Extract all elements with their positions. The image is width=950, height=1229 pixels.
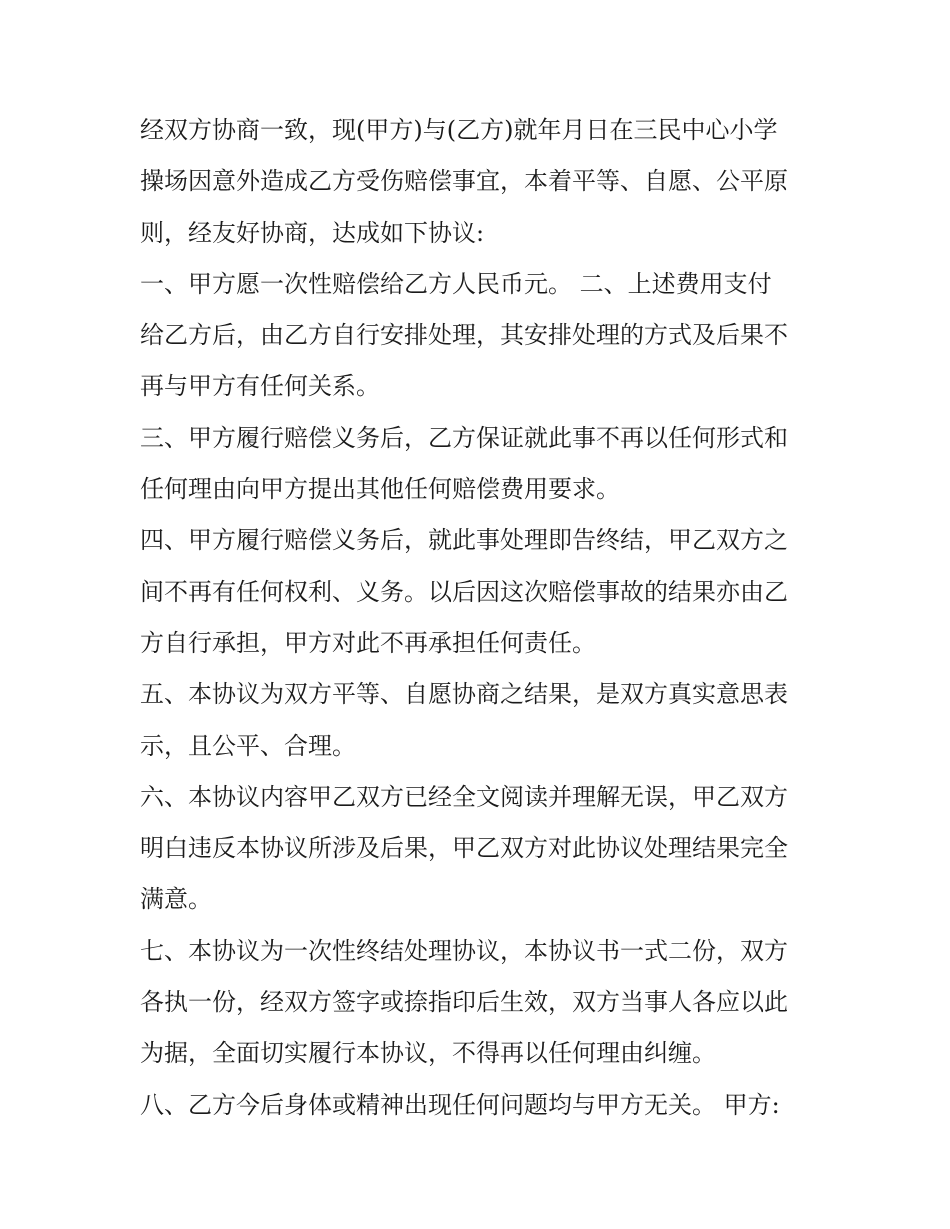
- text-line: 六、本协议内容甲乙双方已经全文阅读并理解无误，甲乙双方: [140, 782, 788, 811]
- text-line: 示，且公平、合理。: [140, 731, 356, 760]
- agreement-body: [140, 105, 830, 1131]
- text-line: 方自行承担，甲方对此不再承担任何责任。: [140, 628, 596, 657]
- text-line: 七、本协议为一次性终结处理协议，本协议书一式二份，双方: [140, 936, 788, 965]
- text-line: 则，经友好协商，达成如下协议:: [140, 218, 485, 247]
- text-line: 间不再有任何权利、义务。以后因这次赔偿事故的结果亦由乙: [140, 577, 788, 606]
- text-line: 为据，全面切实履行本协议，不得再以任何理由纠缠。: [140, 1039, 716, 1068]
- text-line: 四、甲方履行赔偿义务后，就此事处理即告终结，甲乙双方之: [140, 526, 788, 555]
- text-line: 操场因意外造成乙方受伤赔偿事宜，本着平等、自愿、公平原: [140, 167, 788, 196]
- text-line: 三、甲方履行赔偿义务后，乙方保证就此事不再以任何形式和: [140, 423, 788, 452]
- text-line: 五、本协议为双方平等、自愿协商之结果，是双方真实意思表: [140, 680, 788, 709]
- text-line: 满意。: [140, 885, 212, 914]
- text-line: 八、乙方今后身体或精神出现任何问题均与甲方无关。 甲方:: [140, 1090, 780, 1119]
- text-line: 任何理由向甲方提出其他任何赔偿费用要求。: [140, 475, 620, 504]
- text-line: 经双方协商一致，现(甲方)与(乙方)就年月日在三民中心小学: [140, 116, 778, 144]
- text-line: 明白违反本协议所涉及后果，甲乙双方对此协议处理结果完全: [140, 834, 788, 863]
- text-line: 各执一份，经双方签字或捺指印后生效，双方当事人各应以此: [140, 988, 788, 1017]
- text-line: 给乙方后，由乙方自行安排处理，其安排处理的方式及后果不: [140, 321, 788, 350]
- text-line: 再与甲方有任何关系。: [140, 372, 380, 401]
- text-line: 一、甲方愿一次性赔偿给乙方人民币元。 二、上述费用支付: [140, 269, 772, 298]
